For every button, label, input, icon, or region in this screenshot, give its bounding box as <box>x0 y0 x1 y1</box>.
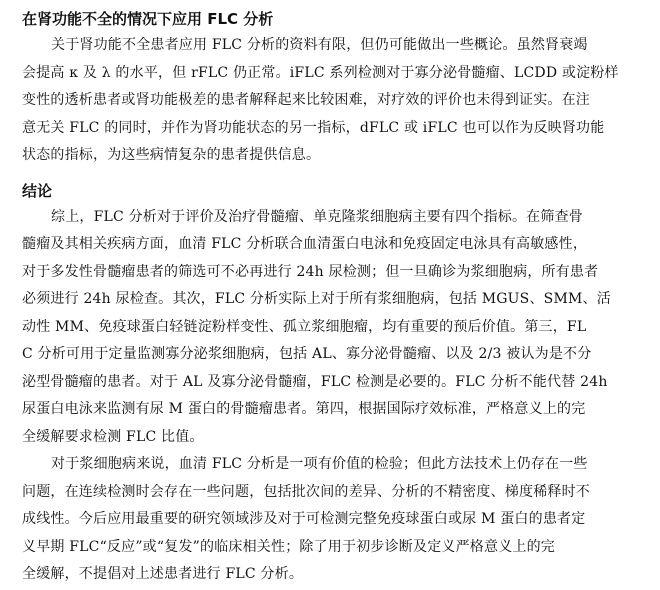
text-line: 对于浆细胞病来说，血清 FLC 分析是一项有价值的检验；但此方法技术上仍存在一些 <box>51 456 588 472</box>
text-line: 全缓解要求检测 FLC 比值。 <box>22 428 204 445</box>
paragraph-conclusion-2 <box>22 451 640 589</box>
text-line: 义早期 FLC“反应”或“复发”的临床相关性；除了用于初步诊断及定义严格意义上的完 <box>22 538 555 555</box>
text-line: 关于肾功能不全患者应用 FLC 分析的资料有限，但仍可能做出一些概论。虽然肾衰竭 <box>51 37 588 53</box>
text-line: 状态的指标，为这些病情复杂的患者提供信息。 <box>22 147 321 163</box>
text-line: 泌型骨髓瘤的患者。对于 AL 及寡分泌骨髓瘤，FLC 检测是必要的。FLC 分析不能代替 24h <box>22 373 608 390</box>
section-heading-conclusion: 结论 <box>22 181 53 200</box>
text-line: 成线性。今后应用最重要的研究领域涉及对于可检测完整免疫球蛋白或尿 M 蛋白的患者定 <box>22 511 586 527</box>
text-line: 意无关 FLC 的同时，并作为肾功能状态的另一指标，dFLC 或 iFLC 也可以作为反映肾功能 <box>22 119 605 136</box>
text-line: 综上，FLC 分析对于评价及治疗骨髓瘤、单克隆浆细胞病主要有四个指标。在筛查骨 <box>51 208 583 225</box>
text-line: 全缓解，不提倡对上述患者进行 FLC 分析。 <box>22 566 304 582</box>
text-line: C 分析可用于定量监测寡分泌浆细胞病，包括 AL、寡分泌骨髓瘤、以及 2/3 被认为是不分 <box>22 346 592 362</box>
paragraph-conclusion-1 <box>22 204 640 452</box>
text-line: 髓瘤及其相关疾病方面，血清 FLC 分析联合血清蛋白电泳和免疫固定电泳具有高敏感性， <box>22 236 588 252</box>
text-line: 必须进行 24h 尿检查。其次，FLC 分析实际上对于所有浆细胞病，包括 MGUS、SMM、活 <box>22 291 611 307</box>
text-line: 问题，在连续检测时会存在一些问题，包括批次间的差异、分析的不精密度、梯度稀释时不 <box>22 483 590 500</box>
text-line: 会提高 κ 及 λ 的水平，但 rFLC 仍正常。iFLC 系列检测对于寡分泌骨髓瘤、LCDD 或淀粉样 <box>22 64 619 81</box>
text-line: 对于多发性骨髓瘤患者的筛选可不必再进行 24h 尿检测；但一旦确诊为浆细胞病，所有患者 <box>22 263 599 280</box>
text-line: 变性的透析患者或肾功能极差的患者解释起来比较困难，对疗效的评价也未得到证实。在注 <box>22 92 590 108</box>
text-line: 尿蛋白电泳来监测有尿 M 蛋白的骨髓瘤患者。第四，根据国际疗效标准，严格意义上的完 <box>22 401 586 417</box>
paragraph-renal <box>22 32 640 170</box>
section-heading-renal: 在肾功能不全的情况下应用 FLC 分析 <box>22 10 274 28</box>
text-line: 动性 MM、免疫球蛋白轻链淀粉样变性、孤立浆细胞瘤，均有重要的预后价值。第三，FL <box>22 318 587 335</box>
